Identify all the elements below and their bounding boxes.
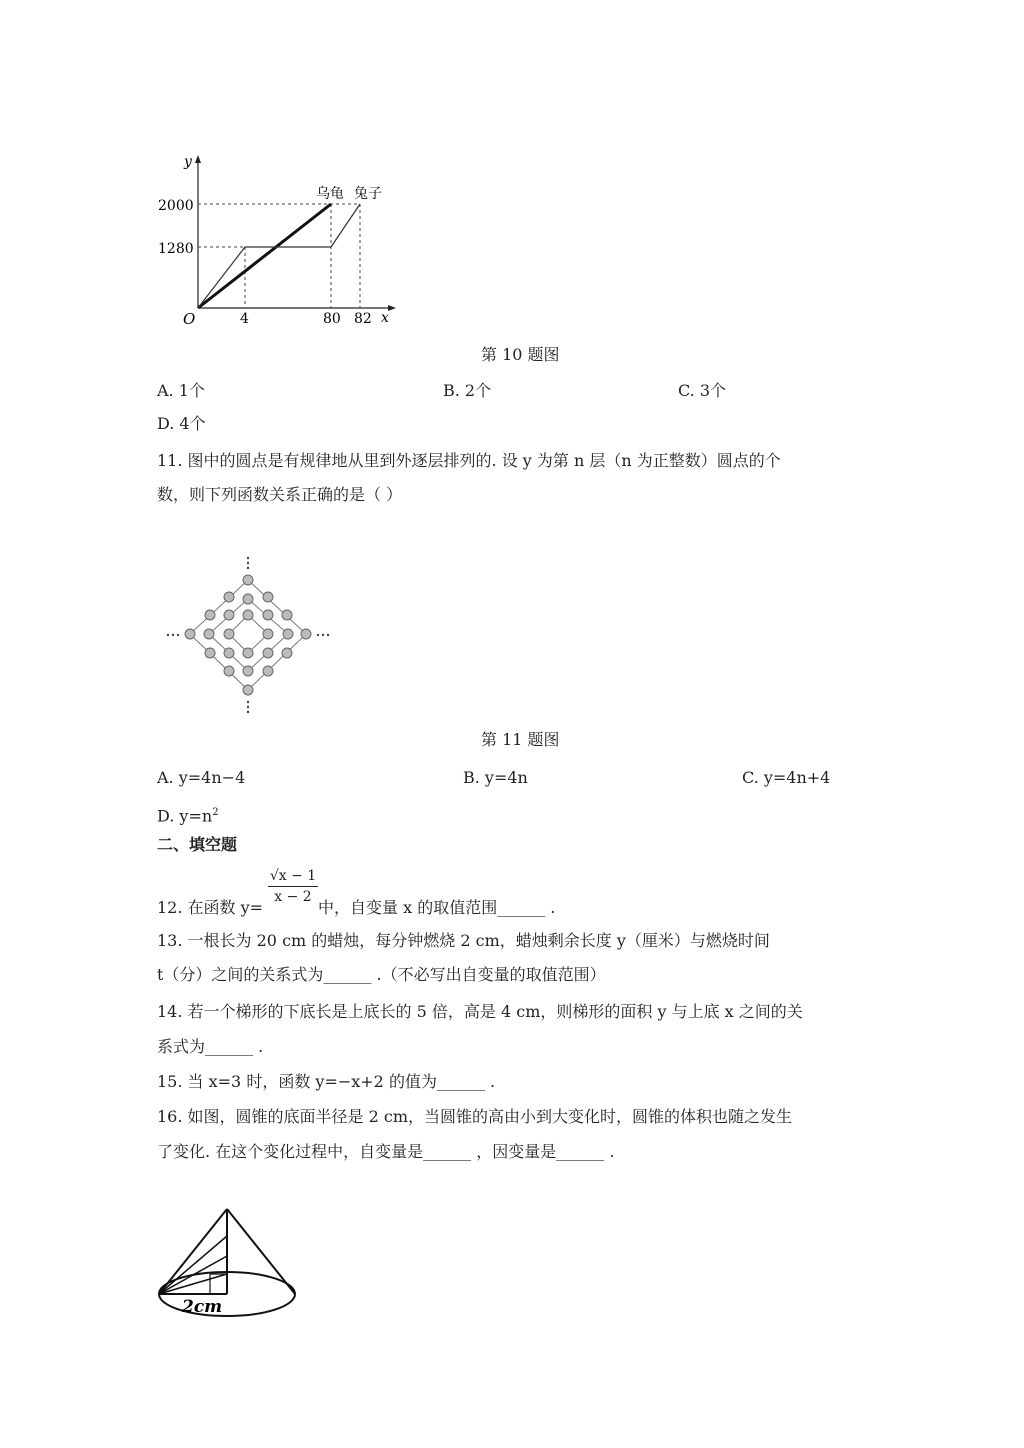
q10-origin-label: O (183, 310, 196, 328)
q10-xtick-4: 4 (240, 311, 249, 327)
q10-ytick-1280: 1280 (158, 241, 194, 257)
q11-caption: 第 11 题图 (481, 730, 560, 749)
q11-option-a: A. y=4n−4 (157, 768, 246, 787)
q10-option-b: B. 2个 (443, 381, 492, 400)
q10-xtick-80: 80 (323, 311, 341, 327)
q11-option-d-text: D. y=n (157, 806, 213, 826)
q12-suffix: 中，自变量 x 的取值范围______ . (318, 898, 556, 917)
q10-xtick-82: 82 (354, 311, 372, 327)
q14-line2: 系式为______ . (157, 1037, 264, 1056)
q11-option-b: B. y=4n (463, 768, 528, 787)
q13-line1: 13. 一根长为 20 cm 的蜡烛，每分钟燃烧 2 cm，蜡烛剩余长度 y（厘米）与燃烧时间 (157, 931, 770, 950)
q16-radius-label: 2cm (182, 1297, 223, 1317)
q16-cone-figure (150, 1200, 310, 1325)
q10-y-axis-label: y (184, 154, 192, 170)
q12-fraction-numerator: √x − 1 (268, 868, 318, 887)
q11-stem-line2: 数，则下列函数关系正确的是（ ） (157, 485, 403, 504)
q14-line1: 14. 若一个梯形的下底长是上底长的 5 倍，高是 4 cm，则梯形的面积 y 与上底 x 之间的关 (157, 1002, 803, 1021)
q12-fraction-denominator: x − 2 (274, 889, 312, 905)
q10-ytick-2000: 2000 (158, 198, 194, 214)
q10-rabbit-label: 兔子 (354, 186, 382, 202)
q12-fraction (268, 868, 318, 905)
q10-option-d: D. 4个 (157, 414, 206, 433)
q10-option-c: C. 3个 (678, 381, 727, 400)
q16-line2: 了变化. 在这个变化过程中，自变量是______ ，因变量是______ . (157, 1142, 615, 1161)
q11-dot-figure (160, 550, 340, 720)
q11-option-c: C. y=4n+4 (742, 768, 831, 787)
q11-option-d (157, 802, 219, 827)
q11-stem-line1: 11. 图中的圆点是有规律地从里到外逐层排列的. 设 y 为第 n 层（n 为正整数）圆点的个 (157, 451, 781, 470)
q10-option-a: A. 1个 (157, 381, 205, 400)
q13-line2: t（分）之间的关系式为______ .（不必写出自变量的取值范围） (157, 965, 606, 984)
q10-tortoise-label: 乌龟 (316, 186, 344, 202)
section2-heading: 二、填空题 (157, 835, 238, 854)
q10-x-axis-label: x (381, 310, 389, 326)
q10-caption: 第 10 题图 (481, 345, 560, 364)
q16-line1: 16. 如图，圆锥的底面半径是 2 cm，当圆锥的高由小到大变化时，圆锥的体积也随之发生 (157, 1107, 793, 1126)
q12-prefix: 12. 在函数 y= (157, 898, 264, 917)
q10-graph (150, 150, 410, 335)
q15-line: 15. 当 x=3 时，函数 y=−x+2 的值为______ . (157, 1072, 496, 1091)
q11-option-d-exponent: 2 (212, 807, 219, 818)
